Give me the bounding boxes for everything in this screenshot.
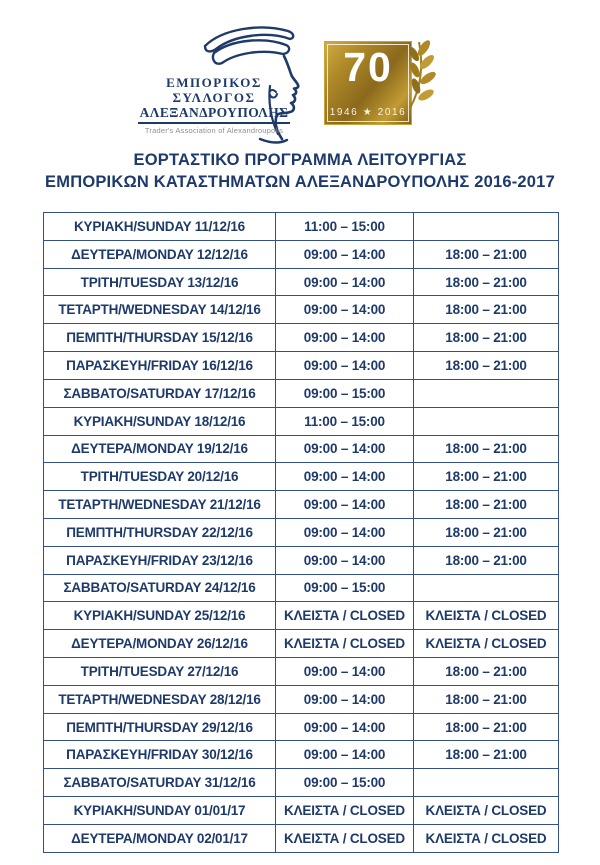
table-row [44, 463, 559, 491]
table-row [44, 324, 559, 352]
table-row [44, 685, 559, 713]
day-cell: ΤΕΤΑΡΤΗ/WEDNESDAY 28/12/16 [44, 685, 276, 713]
table-row [44, 435, 559, 463]
page-title-line2: ΕΜΠΟΡΙΚΩΝ ΚΑΤΑΣΤΗΜΑΤΩΝ ΑΛΕΞΑΝΔΡΟΥΠΟΛΗΣ 2016-2017 [45, 173, 555, 191]
table-row [44, 213, 559, 241]
org-name-line1: ΕΜΠΟΡΙΚΟΣ [166, 75, 262, 90]
morning-cell: 09:00 – 14:00 [276, 685, 414, 713]
evening-cell: 18:00 – 21:00 [414, 491, 559, 519]
morning-cell: 09:00 – 14:00 [276, 463, 414, 491]
day-cell: ΠΕΜΠΤΗ/THURSDAY 22/12/16 [44, 518, 276, 546]
evening-cell: 18:00 – 21:00 [414, 741, 559, 769]
evening-cell: 18:00 – 21:00 [414, 658, 559, 686]
table-row [44, 296, 559, 324]
org-name-line2: ΣΥΛΛΟΓΟΣ [172, 90, 256, 105]
evening-cell: 18:00 – 21:00 [414, 296, 559, 324]
table-row [44, 268, 559, 296]
day-cell: ΠΕΜΠΤΗ/THURSDAY 15/12/16 [44, 324, 276, 352]
table-row [44, 574, 559, 602]
schedule-table [43, 212, 559, 853]
table-row [44, 407, 559, 435]
evening-cell: 18:00 – 21:00 [414, 713, 559, 741]
morning-cell: 09:00 – 14:00 [276, 296, 414, 324]
laurel-branch-icon [402, 38, 440, 112]
evening-cell: ΚΛΕΙΣΤΑ / CLOSED [414, 630, 559, 658]
evening-cell [414, 379, 559, 407]
logo-header [0, 0, 600, 150]
table-row [44, 240, 559, 268]
table-row [44, 602, 559, 630]
morning-cell: 09:00 – 14:00 [276, 268, 414, 296]
badge-number: 70 [343, 44, 393, 90]
morning-cell: 09:00 – 14:00 [276, 741, 414, 769]
morning-cell: 09:00 – 14:00 [276, 352, 414, 380]
morning-cell: ΚΛΕΙΣΤΑ / CLOSED [276, 602, 414, 630]
day-cell: ΣΑΒΒΑΤΟ/SATURDAY 17/12/16 [44, 379, 276, 407]
schedule-body [44, 213, 559, 853]
table-row [44, 352, 559, 380]
morning-cell: ΚΛΕΙΣΤΑ / CLOSED [276, 630, 414, 658]
day-cell: ΠΕΜΠΤΗ/THURSDAY 29/12/16 [44, 713, 276, 741]
morning-cell: 09:00 – 14:00 [276, 240, 414, 268]
evening-cell: 18:00 – 21:00 [414, 546, 559, 574]
evening-cell: 18:00 – 21:00 [414, 352, 559, 380]
day-cell: ΚΥΡΙΑΚΗ/SUNDAY 11/12/16 [44, 213, 276, 241]
day-cell: ΤΕΤΑΡΤΗ/WEDNESDAY 21/12/16 [44, 491, 276, 519]
morning-cell: 09:00 – 14:00 [276, 658, 414, 686]
table-row [44, 713, 559, 741]
morning-cell: 09:00 – 14:00 [276, 324, 414, 352]
evening-cell: 18:00 – 21:00 [414, 268, 559, 296]
morning-cell: 09:00 – 14:00 [276, 713, 414, 741]
table-row [44, 658, 559, 686]
morning-cell: 09:00 – 14:00 [276, 546, 414, 574]
evening-cell [414, 574, 559, 602]
table-row [44, 379, 559, 407]
morning-cell: 09:00 – 14:00 [276, 491, 414, 519]
table-row [44, 491, 559, 519]
evening-cell: ΚΛΕΙΣΤΑ / CLOSED [414, 797, 559, 825]
day-cell: ΣΑΒΒΑΤΟ/SATURDAY 31/12/16 [44, 769, 276, 797]
association-name [138, 75, 290, 135]
page-title-line1: ΕΟΡΤΑΣΤΙΚΟ ΠΡΟΓΡΑΜΜΑ ΛΕΙΤΟΥΡΓΙΑΣ [133, 151, 467, 169]
day-cell: ΤΕΤΑΡΤΗ/WEDNESDAY 14/12/16 [44, 296, 276, 324]
evening-cell: 18:00 – 21:00 [414, 240, 559, 268]
table-row [44, 630, 559, 658]
evening-cell [414, 769, 559, 797]
evening-cell: ΚΛΕΙΣΤΑ / CLOSED [414, 824, 559, 852]
morning-cell: 09:00 – 15:00 [276, 574, 414, 602]
day-cell: ΠΑΡΑΣΚΕΥΗ/FRIDAY 16/12/16 [44, 352, 276, 380]
day-cell: ΠΑΡΑΣΚΕΥΗ/FRIDAY 23/12/16 [44, 546, 276, 574]
day-cell: ΚΥΡΙΑΚΗ/SUNDAY 18/12/16 [44, 407, 276, 435]
day-cell: ΤΡΙΤΗ/TUESDAY 13/12/16 [44, 268, 276, 296]
evening-cell: ΚΛΕΙΣΤΑ / CLOSED [414, 602, 559, 630]
table-row [44, 518, 559, 546]
day-cell: ΣΑΒΒΑΤΟ/SATURDAY 24/12/16 [44, 574, 276, 602]
table-row [44, 546, 559, 574]
evening-cell [414, 213, 559, 241]
table-row [44, 797, 559, 825]
org-tagline: Trader's Association of Alexandroupolis [144, 126, 284, 135]
morning-cell: 09:00 – 15:00 [276, 379, 414, 407]
evening-cell: 18:00 – 21:00 [414, 518, 559, 546]
logo-divider [138, 122, 290, 124]
evening-cell [414, 407, 559, 435]
badge-years: 1946 ★ 2016 [329, 107, 407, 118]
table-row [44, 824, 559, 852]
day-cell: ΔΕΥΤΕΡΑ/MONDAY 26/12/16 [44, 630, 276, 658]
day-cell: ΚΥΡΙΑΚΗ/SUNDAY 25/12/16 [44, 602, 276, 630]
evening-cell: 18:00 – 21:00 [414, 435, 559, 463]
day-cell: ΔΕΥΤΕΡΑ/MONDAY 19/12/16 [44, 435, 276, 463]
day-cell: ΔΕΥΤΕΡΑ/MONDAY 12/12/16 [44, 240, 276, 268]
page-title [0, 149, 600, 193]
morning-cell: 09:00 – 14:00 [276, 518, 414, 546]
morning-cell: 09:00 – 15:00 [276, 769, 414, 797]
morning-cell: 11:00 – 15:00 [276, 407, 414, 435]
day-cell: ΤΡΙΤΗ/TUESDAY 20/12/16 [44, 463, 276, 491]
day-cell: ΠΑΡΑΣΚΕΥΗ/FRIDAY 30/12/16 [44, 741, 276, 769]
org-name-line3: ΑΛΕΞΑΝΔΡΟΥΠΟΛΗΣ [139, 105, 289, 120]
day-cell: ΚΥΡΙΑΚΗ/SUNDAY 01/01/17 [44, 797, 276, 825]
morning-cell: ΚΛΕΙΣΤΑ / CLOSED [276, 797, 414, 825]
evening-cell: 18:00 – 21:00 [414, 463, 559, 491]
evening-cell: 18:00 – 21:00 [414, 324, 559, 352]
evening-cell: 18:00 – 21:00 [414, 685, 559, 713]
day-cell: ΤΡΙΤΗ/TUESDAY 27/12/16 [44, 658, 276, 686]
anniversary-badge [324, 41, 412, 125]
morning-cell: 11:00 – 15:00 [276, 213, 414, 241]
day-cell: ΔΕΥΤΕΡΑ/MONDAY 02/01/17 [44, 824, 276, 852]
morning-cell: 09:00 – 14:00 [276, 435, 414, 463]
morning-cell: ΚΛΕΙΣΤΑ / CLOSED [276, 824, 414, 852]
table-row [44, 741, 559, 769]
table-row [44, 769, 559, 797]
